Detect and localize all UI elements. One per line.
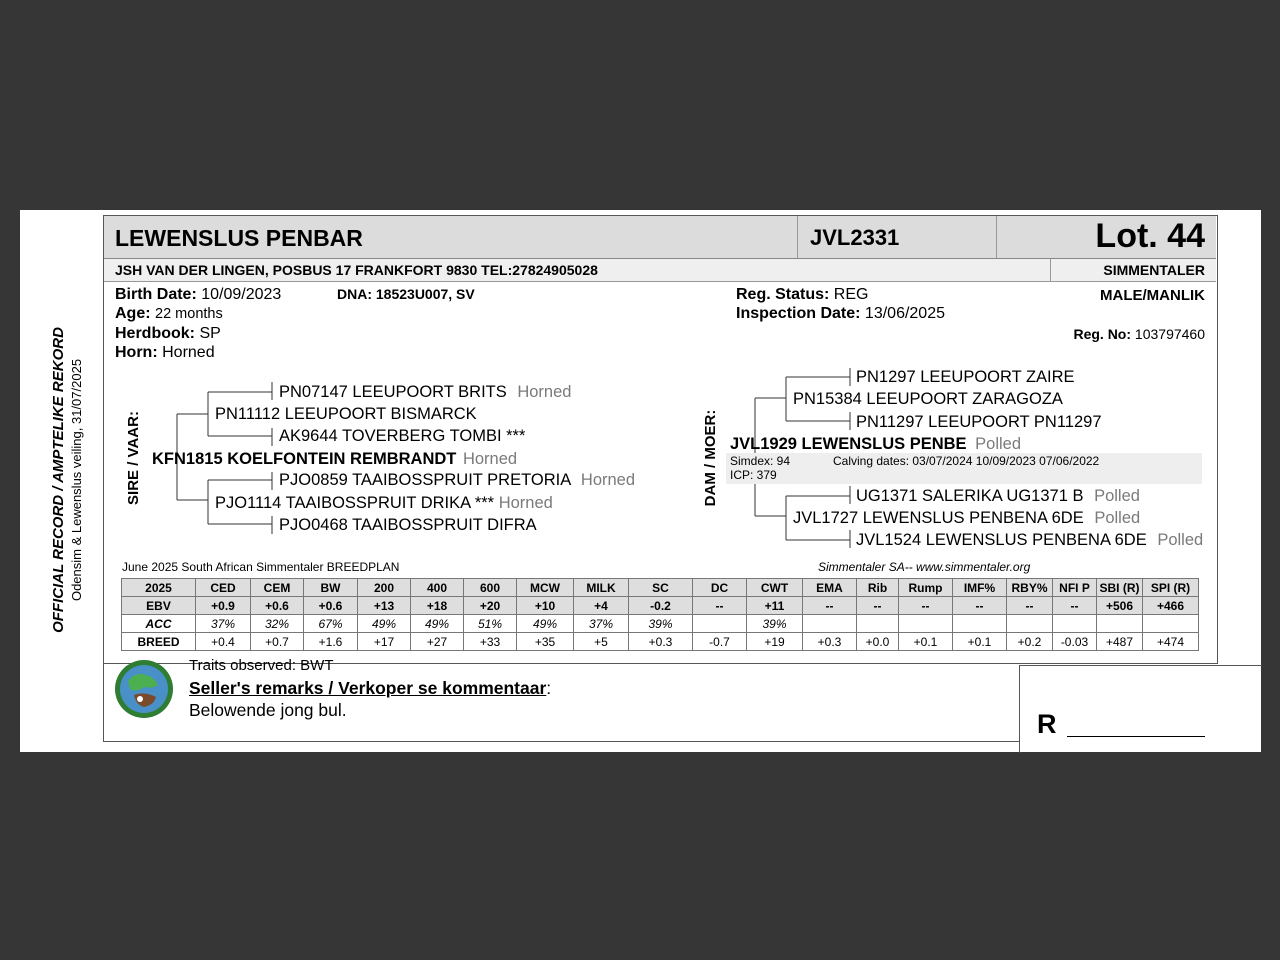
table-cell: +0.0	[857, 633, 899, 651]
table-cell: --	[803, 597, 857, 615]
table-header-cell: CEM	[251, 579, 304, 597]
horn-value: Horned	[162, 344, 215, 361]
table-cell: +0.6	[251, 597, 304, 615]
dam-dam-dam	[856, 531, 1203, 550]
table-cell: 49%	[517, 615, 574, 633]
table-cell: --	[1007, 597, 1053, 615]
reg-status-value: REG	[833, 286, 869, 303]
table-cell: --	[1053, 597, 1097, 615]
dam-dam-name: JVL1727 LEWENSLUS PENBENA 6DE	[793, 509, 1084, 527]
reg-no-label: Reg. No:	[1073, 326, 1132, 342]
table-cell: +506	[1097, 597, 1143, 615]
table-cell: -0.03	[1053, 633, 1097, 651]
table-cell: +0.7	[251, 633, 304, 651]
remarks-heading: Seller's remarks / Verkoper se kommentaar	[189, 678, 547, 698]
birth-date-label: Birth Date:	[115, 286, 197, 303]
dam-sire-sire: PN1297 LEEUPOORT ZAIRE	[856, 368, 1075, 386]
table-header-cell: EMA	[803, 579, 857, 597]
table-header-cell: MILK	[574, 579, 629, 597]
table-cell: EBV	[122, 597, 196, 615]
official-record-text: OFFICIAL RECORD / AMPTELIKE REKORD	[50, 327, 67, 633]
table-cell	[1143, 615, 1199, 633]
dam-sire-dam: PN11297 LEEUPOORT PN11297	[856, 413, 1102, 431]
breedplan-site: Simmentaler SA-- www.simmentaler.org	[818, 560, 1031, 574]
table-cell: --	[693, 597, 747, 615]
table-header-cell: SBI (R)	[1097, 579, 1143, 597]
table-cell: +0.6	[304, 597, 358, 615]
table-cell: +4	[574, 597, 629, 615]
herdbook-label: Herdbook:	[115, 325, 195, 342]
table-cell	[803, 615, 857, 633]
simmentaler-globe-logo-icon	[114, 659, 174, 719]
owner-line: JSH VAN DER LINGEN, POSBUS 17 FRANKFORT 9830 TEL:27824905028	[115, 262, 598, 278]
remarks-text: Belowende jong bul.	[189, 700, 347, 720]
sex-label: MALE/MANLIK	[1100, 287, 1205, 304]
icp: ICP: 379	[730, 468, 777, 482]
reg-status-label: Reg. Status:	[736, 286, 830, 303]
calving-dates: Calving dates: 03/07/2024 10/09/2023 07/06/2022	[833, 454, 1100, 468]
table-cell: +0.9	[196, 597, 251, 615]
table-cell: +17	[358, 633, 411, 651]
table-header-cell: IMF%	[953, 579, 1007, 597]
table-header-cell: CED	[196, 579, 251, 597]
dam	[730, 435, 1021, 454]
dam-dam-dam-horn: Polled	[1157, 531, 1204, 549]
table-cell: +0.2	[1007, 633, 1053, 651]
table-header-cell: SC	[629, 579, 693, 597]
table-cell: +33	[464, 633, 517, 651]
sire-dam	[215, 494, 553, 513]
table-cell: +474	[1143, 633, 1199, 651]
inspection-value: 13/06/2025	[864, 305, 945, 322]
table-cell: 39%	[747, 615, 803, 633]
breedplan-table	[121, 578, 1199, 651]
sire-dam-dam: PJO0468 TAAIBOSSPRUIT DIFRA	[279, 516, 537, 534]
dna-text: DNA: 18523U007, SV	[337, 286, 475, 302]
table-header-cell: MCW	[517, 579, 574, 597]
dam-dam-sire-horn: Polled	[1094, 487, 1140, 505]
table-cell: +487	[1097, 633, 1143, 651]
sale-text: Odensim & Lewenslus veiling, 31/07/2025	[69, 358, 84, 602]
table-cell: +11	[747, 597, 803, 615]
table-cell	[857, 615, 899, 633]
table-cell	[693, 615, 747, 633]
sire-sire-sire	[279, 383, 571, 402]
dam-side-label: DAM / MOER:	[702, 409, 719, 507]
table-cell: +35	[517, 633, 574, 651]
inspection-label: Inspection Date:	[736, 305, 861, 322]
table-cell: +0.3	[629, 633, 693, 651]
r-label: R	[1037, 709, 1057, 739]
table-cell: +1.6	[304, 633, 358, 651]
table-row	[122, 615, 1199, 633]
table-cell: +0.4	[196, 633, 251, 651]
dam-sire: PN15384 LEEUPOORT ZARAGOZA	[793, 390, 1063, 408]
r-box	[1019, 665, 1262, 753]
sire-sire: PN11112 LEEUPOORT BISMARCK	[215, 405, 477, 423]
age-value: 22 months	[155, 306, 223, 322]
table-cell: +10	[517, 597, 574, 615]
table-cell: 49%	[358, 615, 411, 633]
table-row	[122, 633, 1199, 651]
lot-number: Lot. 44	[1095, 217, 1205, 255]
r-signature-line[interactable]	[1067, 736, 1205, 737]
dam-dam-dam-name: JVL1524 LEWENSLUS PENBENA 6DE	[856, 531, 1147, 549]
table-cell: BREED	[122, 633, 196, 651]
birth-date-value: 10/09/2023	[201, 286, 282, 303]
table-header-cell: 400	[411, 579, 464, 597]
table-cell: +0.3	[803, 633, 857, 651]
table-header-row	[122, 579, 1199, 597]
table-cell: 67%	[304, 615, 358, 633]
table-cell: --	[857, 597, 899, 615]
sire-dam-sire-horn: Horned	[580, 471, 636, 489]
table-cell	[953, 615, 1007, 633]
table-header-cell: 600	[464, 579, 517, 597]
table-header-cell: SPI (R)	[1143, 579, 1199, 597]
table-cell: +0.1	[953, 633, 1007, 651]
sire-dam-sire	[279, 471, 635, 490]
dam-horn: Polled	[975, 435, 1022, 453]
table-cell: --	[953, 597, 1007, 615]
dam-name: JVL1929 LEWENSLUS PENBE	[730, 435, 967, 453]
dam-stats-box	[726, 453, 1202, 484]
table-cell: +18	[411, 597, 464, 615]
table-cell: --	[899, 597, 953, 615]
table-cell: 51%	[464, 615, 517, 633]
table-header-cell: NFI P	[1053, 579, 1097, 597]
dam-dam	[793, 509, 1140, 528]
sire-sire-sire-name: PN07147 LEEUPOORT BRITS	[279, 383, 507, 401]
table-cell: 49%	[411, 615, 464, 633]
animal-code: JVL2331	[810, 225, 900, 250]
table-cell: +27	[411, 633, 464, 651]
herdbook-value: SP	[199, 325, 221, 342]
table-cell: 37%	[574, 615, 629, 633]
table-cell: +13	[358, 597, 411, 615]
animal-name: LEWENSLUS PENBAR	[115, 225, 363, 251]
table-cell	[1097, 615, 1143, 633]
table-header-cell: Rump	[899, 579, 953, 597]
table-cell	[1007, 615, 1053, 633]
sire-horn: Horned	[462, 450, 518, 468]
age-label: Age:	[115, 305, 151, 322]
simdex: Simdex: 94	[730, 454, 791, 468]
reg-no-value: 103797460	[1134, 326, 1205, 342]
lot-card	[20, 210, 1261, 752]
table-row	[122, 597, 1199, 615]
sire-dam-horn: Horned	[498, 494, 553, 512]
dam-dam-sire-name: UG1371 SALERIKA UG1371 B	[856, 487, 1084, 505]
table-cell: +5	[574, 633, 629, 651]
table-cell: +0.1	[899, 633, 953, 651]
remarks-heading-line	[189, 678, 551, 699]
remarks-colon: :	[546, 678, 552, 698]
sire-side-label: SIRE / VAAR:	[125, 411, 142, 505]
sire-dam-sire-name: PJO0859 TAAIBOSSPRUIT PRETORIA	[279, 471, 571, 489]
table-cell	[899, 615, 953, 633]
table-cell: -0.2	[629, 597, 693, 615]
table-header-cell: CWT	[747, 579, 803, 597]
dam-dam-sire	[856, 487, 1140, 506]
breed-label: SIMMENTALER	[1103, 262, 1205, 278]
table-cell: +466	[1143, 597, 1199, 615]
table-cell: +19	[747, 633, 803, 651]
table-header-cell: BW	[304, 579, 358, 597]
table-cell: 32%	[251, 615, 304, 633]
table-cell: -0.7	[693, 633, 747, 651]
table-cell	[1053, 615, 1097, 633]
sire-dam-name: PJO1114 TAAIBOSSPRUIT DRIKA ***	[215, 494, 495, 512]
table-header-cell: DC	[693, 579, 747, 597]
table-cell: 37%	[196, 615, 251, 633]
traits-observed: Traits observed: BWT	[189, 657, 334, 674]
sire-sire-dam: AK9644 TOVERBERG TOMBI ***	[279, 427, 526, 445]
table-cell: 39%	[629, 615, 693, 633]
table-header-cell: Rib	[857, 579, 899, 597]
table-cell: +20	[464, 597, 517, 615]
table-header-cell: RBY%	[1007, 579, 1053, 597]
table-header-cell: 2025	[122, 579, 196, 597]
sire-name: KFN1815 KOELFONTEIN REMBRANDT	[152, 450, 457, 468]
dam-dam-horn: Polled	[1094, 509, 1141, 527]
breedplan-caption: June 2025 South African Simmentaler BREEDPLAN	[122, 560, 400, 574]
table-cell: ACC	[122, 615, 196, 633]
table-header-cell: 200	[358, 579, 411, 597]
sire	[152, 450, 517, 469]
horn-label: Horn:	[115, 344, 158, 361]
sire-sire-sire-horn: Horned	[517, 383, 572, 401]
